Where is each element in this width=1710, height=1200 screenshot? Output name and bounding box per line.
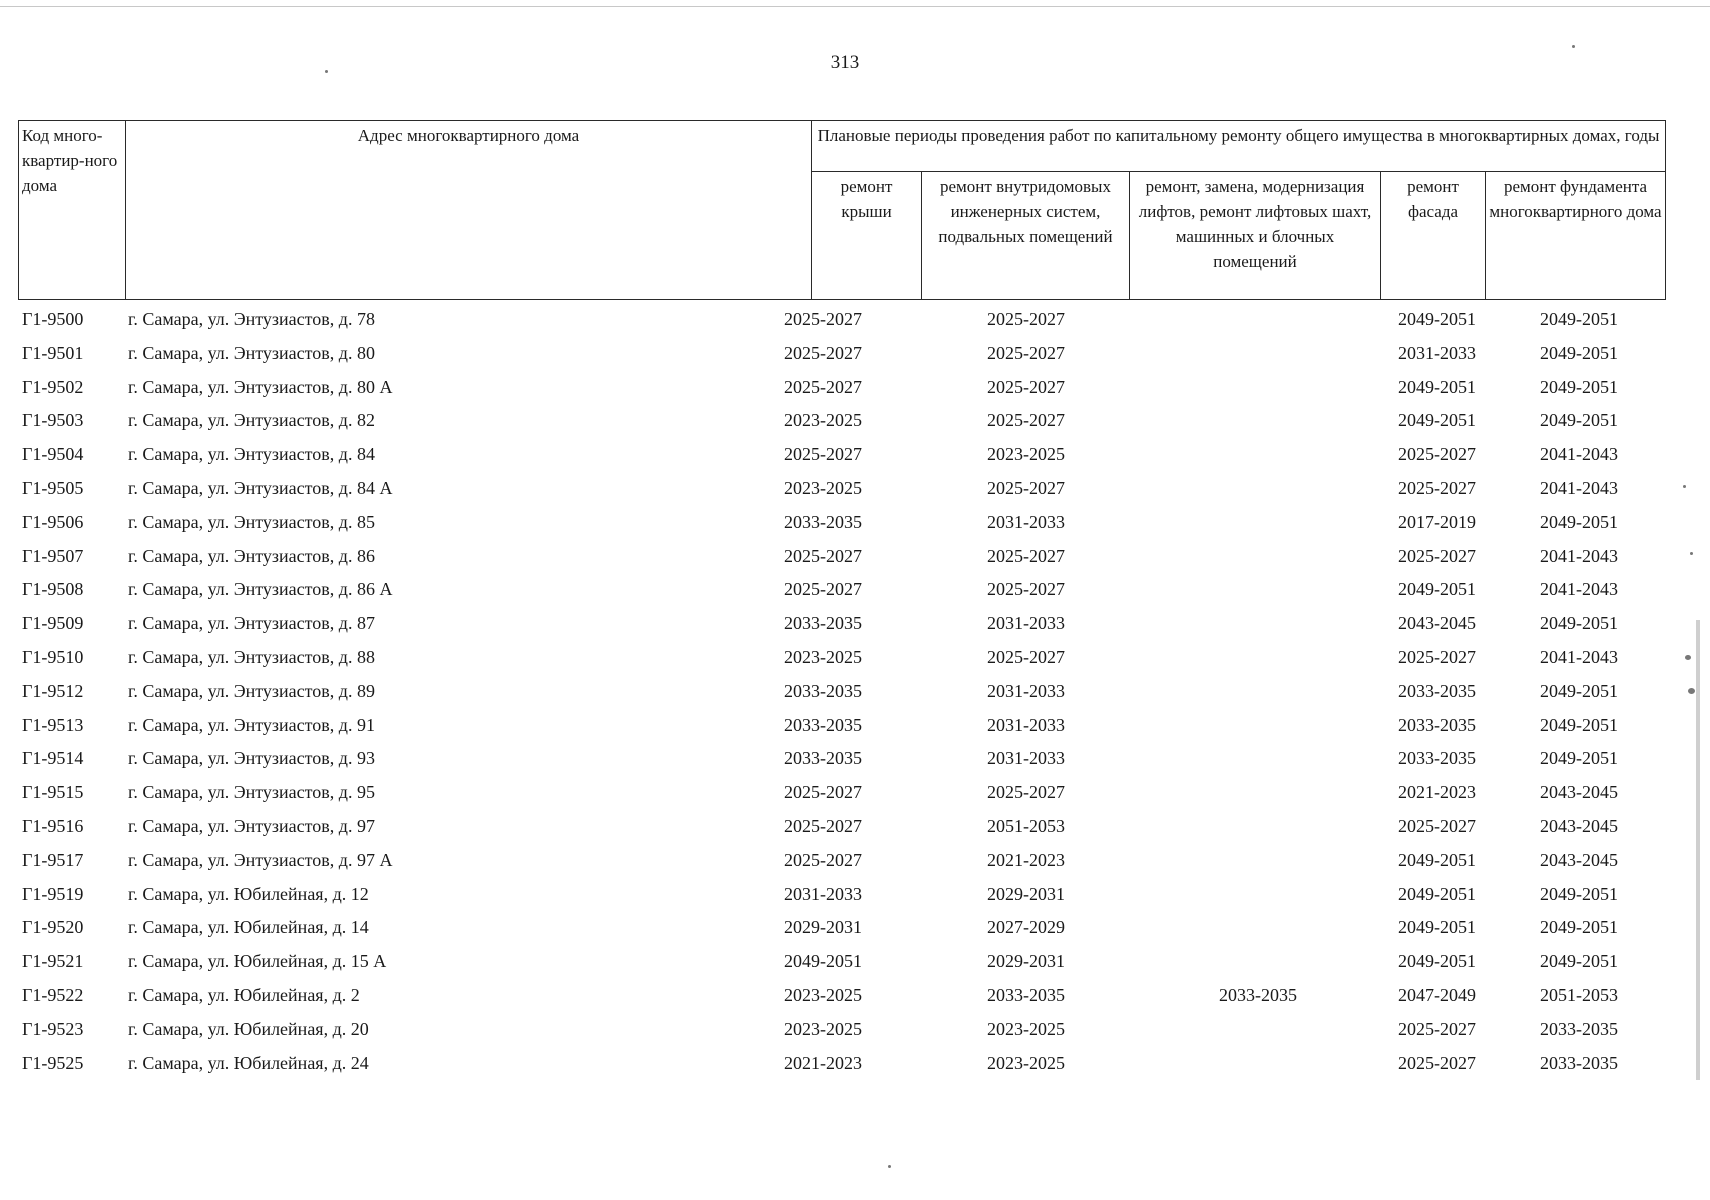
cell-engineering: 2033-2035 xyxy=(987,984,1065,1005)
scan-speck xyxy=(1572,45,1575,48)
table-row xyxy=(18,979,1668,1013)
cell-code: Г1-9503 xyxy=(22,410,84,431)
scan-top-edge xyxy=(0,6,1710,7)
table-row xyxy=(18,945,1668,979)
cell-foundation: 2049-2051 xyxy=(1540,342,1618,363)
cell-roof: 2033-2035 xyxy=(784,714,862,735)
cell-engineering: 2025-2027 xyxy=(987,410,1065,431)
cell-code: Г1-9512 xyxy=(22,680,84,701)
cell-code: Г1-9522 xyxy=(22,984,84,1005)
header-foundation: ремонт фундамента многоквартирного дома xyxy=(1486,172,1666,300)
cell-code: Г1-9513 xyxy=(22,714,84,735)
scan-speck xyxy=(1685,655,1691,660)
table-row xyxy=(18,641,1668,675)
table-row xyxy=(18,438,1668,472)
cell-code: Г1-9501 xyxy=(22,342,84,363)
cell-facade: 2033-2035 xyxy=(1398,748,1476,769)
cell-code: Г1-9506 xyxy=(22,511,84,532)
table-header xyxy=(18,120,1666,300)
cell-foundation: 2049-2051 xyxy=(1540,883,1618,904)
cell-roof: 2023-2025 xyxy=(784,984,862,1005)
table-row xyxy=(18,911,1668,945)
cell-foundation: 2049-2051 xyxy=(1540,376,1618,397)
cell-foundation: 2033-2035 xyxy=(1540,1052,1618,1073)
cell-roof: 2025-2027 xyxy=(784,579,862,600)
cell-address: г. Самара, ул. Юбилейная, д. 2 xyxy=(128,984,360,1005)
table-row xyxy=(18,878,1668,912)
cell-engineering: 2025-2027 xyxy=(987,579,1065,600)
cell-engineering: 2031-2033 xyxy=(987,748,1065,769)
cell-code: Г1-9525 xyxy=(22,1052,84,1073)
cell-engineering: 2031-2033 xyxy=(987,511,1065,532)
table-row xyxy=(18,371,1668,405)
cell-roof: 2023-2025 xyxy=(784,1018,862,1039)
cell-code: Г1-9504 xyxy=(22,444,84,465)
cell-foundation: 2049-2051 xyxy=(1540,410,1618,431)
table-row xyxy=(18,573,1668,607)
table-row xyxy=(18,675,1668,709)
cell-foundation: 2049-2051 xyxy=(1540,613,1618,634)
table-row xyxy=(18,709,1668,743)
cell-facade: 2043-2045 xyxy=(1398,613,1476,634)
cell-engineering: 2025-2027 xyxy=(987,342,1065,363)
cell-address: г. Самара, ул. Энтузиастов, д. 89 xyxy=(128,680,375,701)
cell-foundation: 2041-2043 xyxy=(1540,579,1618,600)
cell-engineering: 2023-2025 xyxy=(987,444,1065,465)
cell-address: г. Самара, ул. Энтузиастов, д. 95 xyxy=(128,782,375,803)
cell-code: Г1-9520 xyxy=(22,917,84,938)
cell-facade: 2033-2035 xyxy=(1398,680,1476,701)
cell-facade: 2025-2027 xyxy=(1398,444,1476,465)
header-lifts: ремонт, замена, модернизация лифтов, ремонт лифтовых шахт, машинных и блочных помещений xyxy=(1130,172,1381,300)
cell-foundation: 2043-2045 xyxy=(1540,782,1618,803)
cell-foundation: 2033-2035 xyxy=(1540,1018,1618,1039)
cell-facade: 2049-2051 xyxy=(1398,376,1476,397)
cell-foundation: 2041-2043 xyxy=(1540,444,1618,465)
cell-roof: 2049-2051 xyxy=(784,951,862,972)
header-engineering: ремонт внутридомовых инженерных систем, подвальных помещений xyxy=(922,172,1130,300)
table-row xyxy=(18,810,1668,844)
cell-foundation: 2049-2051 xyxy=(1540,680,1618,701)
cell-address: г. Самара, ул. Юбилейная, д. 20 xyxy=(128,1018,369,1039)
scan-speck xyxy=(1683,485,1686,488)
page-number: 313 xyxy=(830,52,860,73)
cell-facade: 2025-2027 xyxy=(1398,815,1476,836)
cell-address: г. Самара, ул. Энтузиастов, д. 84 А xyxy=(128,477,393,498)
cell-address: г. Самара, ул. Энтузиастов, д. 91 xyxy=(128,714,375,735)
cell-facade: 2049-2051 xyxy=(1398,849,1476,870)
table-row xyxy=(18,472,1668,506)
cell-roof: 2025-2027 xyxy=(784,376,862,397)
cell-engineering: 2031-2033 xyxy=(987,613,1065,634)
cell-roof: 2023-2025 xyxy=(784,646,862,667)
table-row xyxy=(18,742,1668,776)
cell-facade: 2025-2027 xyxy=(1398,477,1476,498)
cell-foundation: 2049-2051 xyxy=(1540,917,1618,938)
cell-code: Г1-9505 xyxy=(22,477,84,498)
cell-lifts: 2033-2035 xyxy=(1219,984,1297,1005)
cell-code: Г1-9500 xyxy=(22,309,84,329)
table-row xyxy=(18,607,1668,641)
header-roof: ремонт крыши xyxy=(812,172,922,300)
cell-roof: 2025-2027 xyxy=(784,782,862,803)
cell-roof: 2033-2035 xyxy=(784,511,862,532)
cell-facade: 2021-2023 xyxy=(1398,782,1476,803)
cell-address: г. Самара, ул. Энтузиастов, д. 84 xyxy=(128,444,375,465)
cell-engineering: 2021-2023 xyxy=(987,849,1065,870)
cell-roof: 2025-2027 xyxy=(784,849,862,870)
cell-engineering: 2023-2025 xyxy=(987,1052,1065,1073)
cell-foundation: 2049-2051 xyxy=(1540,714,1618,735)
cell-engineering: 2027-2029 xyxy=(987,917,1065,938)
cell-facade: 2025-2027 xyxy=(1398,545,1476,566)
cell-roof: 2029-2031 xyxy=(784,917,862,938)
cell-address: г. Самара, ул. Энтузиастов, д. 97 А xyxy=(128,849,393,870)
cell-address: г. Самара, ул. Энтузиастов, д. 86 А xyxy=(128,579,393,600)
cell-engineering: 2031-2033 xyxy=(987,680,1065,701)
cell-roof: 2021-2023 xyxy=(784,1052,862,1073)
cell-engineering: 2025-2027 xyxy=(987,782,1065,803)
cell-facade: 2025-2027 xyxy=(1398,646,1476,667)
cell-address: г. Самара, ул. Энтузиастов, д. 80 xyxy=(128,342,375,363)
table-row xyxy=(18,506,1668,540)
cell-code: Г1-9508 xyxy=(22,579,84,600)
header-address: Адрес многоквартирного дома xyxy=(126,121,812,300)
cell-roof: 2025-2027 xyxy=(784,545,862,566)
cell-code: Г1-9515 xyxy=(22,782,84,803)
header-periods: Плановые периоды проведения работ по капитальному ремонту общего имущества в многоквартирных домах, годы xyxy=(812,121,1666,172)
cell-facade: 2017-2019 xyxy=(1398,511,1476,532)
header-code: Код много-квартир-ного дома xyxy=(19,121,126,300)
cell-code: Г1-9509 xyxy=(22,613,84,634)
table-row xyxy=(18,776,1668,810)
cell-roof: 2023-2025 xyxy=(784,410,862,431)
cell-facade: 2049-2051 xyxy=(1398,951,1476,972)
cell-engineering: 2025-2027 xyxy=(987,646,1065,667)
cell-foundation: 2041-2043 xyxy=(1540,477,1618,498)
cell-foundation: 2049-2051 xyxy=(1540,951,1618,972)
cell-code: Г1-9523 xyxy=(22,1018,84,1039)
cell-address: г. Самара, ул. Энтузиастов, д. 93 xyxy=(128,748,375,769)
cell-code: Г1-9510 xyxy=(22,646,84,667)
cell-roof: 2025-2027 xyxy=(784,309,862,329)
cell-address: г. Самара, ул. Энтузиастов, д. 88 xyxy=(128,646,375,667)
table-row xyxy=(18,1013,1668,1047)
cell-roof: 2031-2033 xyxy=(784,883,862,904)
cell-address: г. Самара, ул. Энтузиастов, д. 78 xyxy=(128,309,375,329)
cell-foundation: 2041-2043 xyxy=(1540,646,1618,667)
cell-engineering: 2029-2031 xyxy=(987,951,1065,972)
scan-speck xyxy=(1688,688,1695,694)
table-row xyxy=(18,404,1668,438)
cell-foundation: 2043-2045 xyxy=(1540,849,1618,870)
cell-foundation: 2043-2045 xyxy=(1540,815,1618,836)
cell-code: Г1-9507 xyxy=(22,545,84,566)
cell-code: Г1-9519 xyxy=(22,883,84,904)
cell-facade: 2049-2051 xyxy=(1398,309,1476,329)
header-facade: ремонт фасада xyxy=(1381,172,1486,300)
cell-code: Г1-9521 xyxy=(22,951,84,972)
cell-facade: 2047-2049 xyxy=(1398,984,1476,1005)
cell-roof: 2033-2035 xyxy=(784,613,862,634)
cell-facade: 2025-2027 xyxy=(1398,1018,1476,1039)
cell-foundation: 2049-2051 xyxy=(1540,511,1618,532)
cell-engineering: 2025-2027 xyxy=(987,376,1065,397)
cell-code: Г1-9517 xyxy=(22,849,84,870)
cell-address: г. Самара, ул. Энтузиастов, д. 97 xyxy=(128,815,375,836)
cell-facade: 2033-2035 xyxy=(1398,714,1476,735)
cell-foundation: 2049-2051 xyxy=(1540,309,1618,329)
cell-address: г. Самара, ул. Юбилейная, д. 12 xyxy=(128,883,369,904)
cell-engineering: 2029-2031 xyxy=(987,883,1065,904)
cell-engineering: 2025-2027 xyxy=(987,477,1065,498)
table-row xyxy=(18,844,1668,878)
cell-foundation: 2041-2043 xyxy=(1540,545,1618,566)
scan-speck xyxy=(325,70,328,73)
cell-foundation: 2049-2051 xyxy=(1540,748,1618,769)
cell-roof: 2033-2035 xyxy=(784,680,862,701)
cell-facade: 2049-2051 xyxy=(1398,917,1476,938)
cell-engineering: 2025-2027 xyxy=(987,309,1065,329)
cell-engineering: 2025-2027 xyxy=(987,545,1065,566)
cell-address: г. Самара, ул. Энтузиастов, д. 87 xyxy=(128,613,375,634)
cell-address: г. Самара, ул. Юбилейная, д. 24 xyxy=(128,1052,369,1073)
scan-edge-shadow xyxy=(1696,620,1700,1080)
cell-facade: 2049-2051 xyxy=(1398,579,1476,600)
cell-facade: 2049-2051 xyxy=(1398,410,1476,431)
cell-address: г. Самара, ул. Энтузиастов, д. 80 А xyxy=(128,376,393,397)
table-row xyxy=(18,540,1668,574)
cell-foundation: 2051-2053 xyxy=(1540,984,1618,1005)
scan-speck xyxy=(888,1165,891,1168)
cell-facade: 2025-2027 xyxy=(1398,1052,1476,1073)
table-body xyxy=(18,303,1668,1080)
table-row xyxy=(18,337,1668,371)
cell-code: Г1-9516 xyxy=(22,815,84,836)
cell-address: г. Самара, ул. Энтузиастов, д. 82 xyxy=(128,410,375,431)
cell-engineering: 2031-2033 xyxy=(987,714,1065,735)
cell-address: г. Самара, ул. Юбилейная, д. 14 xyxy=(128,917,369,938)
cell-roof: 2023-2025 xyxy=(784,477,862,498)
scan-speck xyxy=(1690,552,1693,555)
cell-roof: 2033-2035 xyxy=(784,748,862,769)
cell-code: Г1-9502 xyxy=(22,376,84,397)
cell-code: Г1-9514 xyxy=(22,748,84,769)
cell-address: г. Самара, ул. Энтузиастов, д. 86 xyxy=(128,545,375,566)
cell-engineering: 2023-2025 xyxy=(987,1018,1065,1039)
cell-engineering: 2051-2053 xyxy=(987,815,1065,836)
cell-roof: 2025-2027 xyxy=(784,815,862,836)
cell-roof: 2025-2027 xyxy=(784,342,862,363)
cell-address: г. Самара, ул. Энтузиастов, д. 85 xyxy=(128,511,375,532)
cell-facade: 2031-2033 xyxy=(1398,342,1476,363)
cell-facade: 2049-2051 xyxy=(1398,883,1476,904)
cell-roof: 2025-2027 xyxy=(784,444,862,465)
table-row xyxy=(18,303,1668,337)
table-row xyxy=(18,1047,1668,1081)
cell-address: г. Самара, ул. Юбилейная, д. 15 А xyxy=(128,951,387,972)
